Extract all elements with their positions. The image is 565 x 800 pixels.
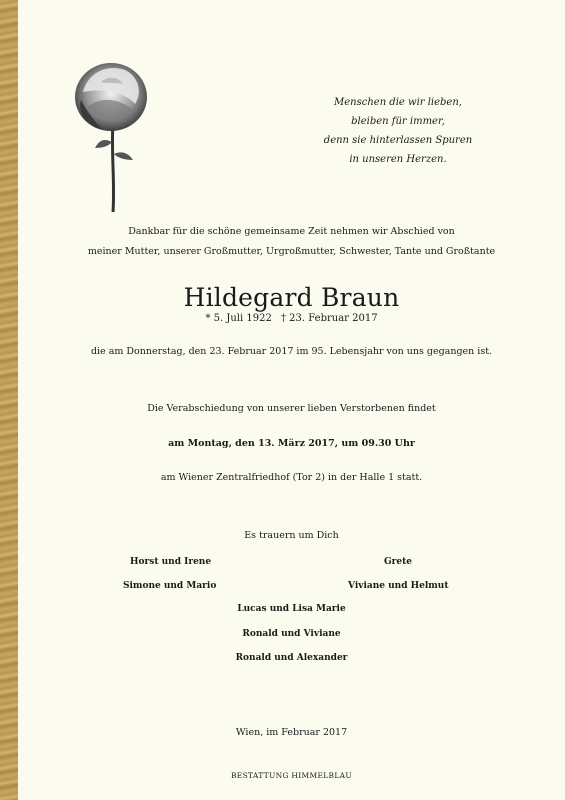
death-statement: die am Donnerstag, den 23. Februar 2017 im 95. Lebensjahr von uns gegangen ist.: [90, 346, 493, 357]
mourner-name: Lucas und Lisa Marie: [237, 604, 346, 614]
mourner-name: Simone und Mario: [123, 581, 217, 591]
life-dates: [18, 313, 565, 324]
obituary-page: [18, 0, 565, 800]
farewell-text: Die Verabschiedung von unserer lieben Verstorbenen findet: [147, 403, 436, 414]
birth-date: * 5. Juli 1922: [205, 313, 272, 324]
intro-text: [18, 222, 565, 262]
place-date: Wien, im Februar 2017: [235, 727, 348, 738]
ceremony-location: am Wiener Zentralfriedhof (Tor 2) in der Halle 1 statt.: [160, 472, 423, 483]
mourner-name: Ronald und Alexander: [235, 653, 348, 663]
mourner-name: Ronald und Viviane: [242, 629, 341, 639]
mourner-name: Grete: [384, 557, 413, 567]
decorative-border: [0, 0, 18, 800]
rose-image: [63, 52, 153, 217]
death-date: † 23. Februar 2017: [281, 313, 378, 324]
mourner-name: Horst und Irene: [130, 557, 212, 567]
poem-line: in unseren Herzen.: [349, 154, 447, 165]
poem-line: denn sie hinterlassen Spuren: [323, 135, 473, 146]
intro-line: meiner Mutter, unserer Großmutter, Urgroßmutter, Schwester, Tante und Großtante: [87, 246, 496, 257]
poem: [298, 93, 498, 169]
mourners-heading: Es trauern um Dich: [244, 530, 339, 541]
mourner-name: Viviane und Helmut: [348, 581, 449, 591]
intro-line: Dankbar für die schöne gemeinsame Zeit nehmen wir Abschied von: [128, 226, 455, 237]
ceremony-date: am Montag, den 13. März 2017, um 09.30 Uhr: [168, 438, 415, 449]
deceased-name: Hildegard Braun: [183, 283, 400, 312]
poem-line: bleiben für immer,: [351, 116, 445, 127]
poem-line: Menschen die wir lieben,: [334, 97, 462, 108]
funeral-home: BESTATTUNG HIMMELBLAU: [231, 771, 352, 780]
